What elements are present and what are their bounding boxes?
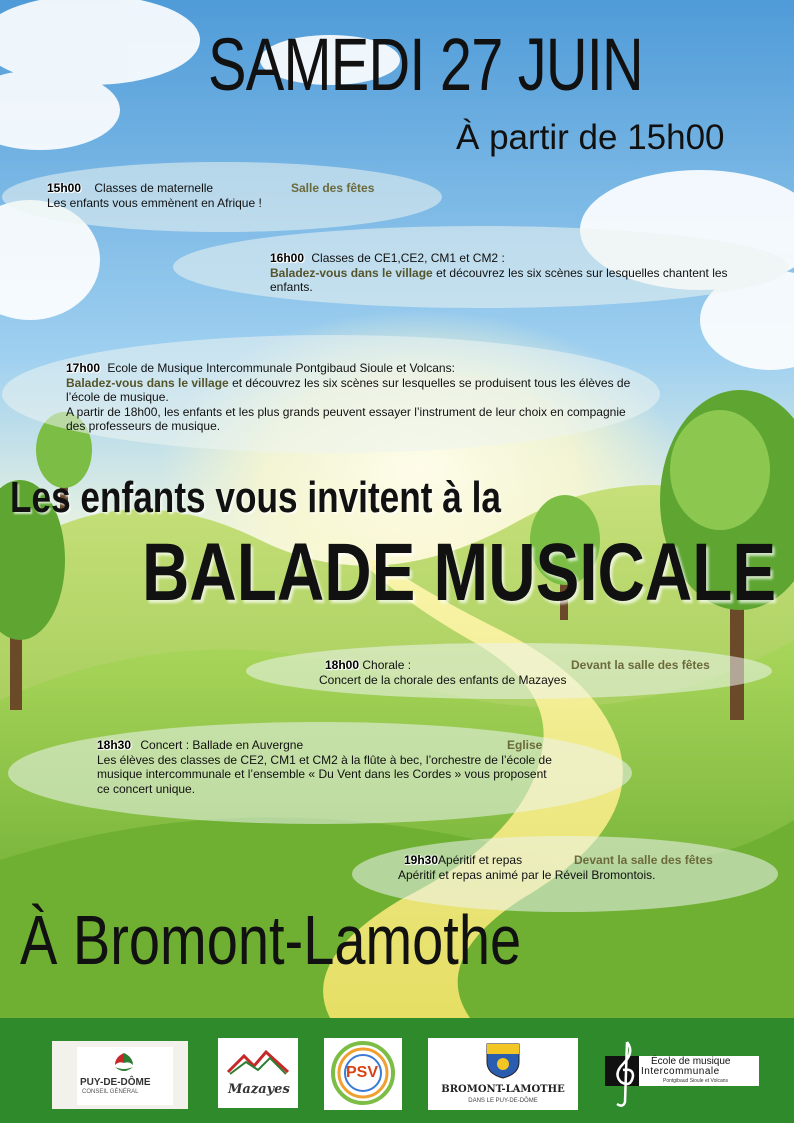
- event-title: Apéritif et repas: [438, 853, 523, 867]
- event-description: Les enfants vous emmènent en Afrique !: [47, 195, 262, 210]
- mazayes-mountain-icon: [226, 1048, 290, 1076]
- psv-logo: [324, 1038, 402, 1110]
- location: À Bromont-Lamothe: [20, 901, 522, 979]
- event-title: Classes de CE1,CE2, CM1 et CM2 :: [311, 251, 505, 265]
- event-time: 16h00: [270, 251, 305, 265]
- puy-de-dome-icon: [109, 1051, 139, 1075]
- event-title: Classes de maternelle: [94, 181, 214, 195]
- bromont-logo-sub: DANS LE PUY-DE-DÔME: [468, 1098, 538, 1104]
- event-venue: Devant la salle des fêtes: [571, 658, 710, 672]
- event-17h00: [66, 361, 641, 434]
- event-venue: Eglise: [507, 738, 543, 752]
- event-18h00: [319, 658, 739, 687]
- puy-logo-name: PUY-DE-DÔME: [80, 1077, 151, 1088]
- ecole-logo-line3: Pontgibaud Sioule et Volcans: [663, 1078, 729, 1084]
- event-18h30: [97, 738, 552, 796]
- coat-of-arms-icon: [483, 1042, 523, 1080]
- bromont-lamothe-logo: [428, 1038, 578, 1110]
- invitation-line: Les enfants vous invitent à la: [10, 473, 501, 522]
- village-link: Baladez-vous dans le village: [66, 375, 229, 390]
- event-time: 17h00: [66, 361, 101, 375]
- event-19h30: [398, 853, 768, 882]
- event-title: Chorale :: [362, 658, 412, 672]
- event-time: 19h30: [404, 853, 439, 867]
- ecole-musique-logo: [605, 1038, 765, 1108]
- puy-de-dome-logo: [52, 1041, 188, 1109]
- event-description: Concert de la chorale des enfants de Mazayes: [319, 672, 567, 687]
- event-extra: A partir de 18h00, les enfants et les plus grands peuvent essayer l’instrument de leur choix en compagnie des professeurs de musique.: [66, 404, 626, 433]
- event-venue: Salle des fêtes: [291, 181, 375, 195]
- sponsor-footer: [0, 1018, 794, 1123]
- event-15h00: [47, 181, 427, 210]
- event-description: Apéritif et repas animé par le Réveil Bromontois.: [398, 867, 656, 882]
- event-description: et découvrez les six scènes sur lesquelles se produisent tous les élèves de l’école de musique.: [66, 375, 631, 404]
- event-16h00: [270, 251, 765, 295]
- puy-logo-sub: CONSEIL GÉNÉRAL: [82, 1089, 139, 1095]
- mazayes-logo-text: Mazayes: [228, 1082, 290, 1097]
- mazayes-logo: [218, 1038, 298, 1108]
- bromont-logo-name: BROMONT-LAMOTHE: [441, 1084, 565, 1095]
- village-link: Baladez-vous dans le village: [270, 265, 433, 280]
- start-time: À partir de 15h00: [456, 118, 725, 157]
- event-title: Ecole de Musique Intercommunale Pontgibaud Sioule et Volcans:: [107, 361, 455, 375]
- event-description: et découvrez les six scènes sur lesquelles chantent les enfants.: [270, 265, 728, 294]
- ecole-logo-line1: École de musique: [651, 1056, 731, 1067]
- event-venue: Devant la salle des fêtes: [574, 853, 713, 867]
- event-time: 18h30: [97, 738, 132, 752]
- event-title: Concert : Ballade en Auvergne: [140, 738, 304, 752]
- event-description: Les élèves des classes de CE2, CM1 et CM2 à la flûte à bec, l’orchestre de l’école de musique intercommunale et l’ensemble « Du Vent dans les Cordes » vous proposent ce concert unique.: [97, 752, 552, 796]
- event-time: 15h00: [47, 181, 82, 195]
- psv-logo-text: PSV: [346, 1064, 379, 1081]
- event-time: 18h00: [325, 658, 360, 672]
- event-date: SAMEDI 27 JUIN: [208, 23, 643, 106]
- ecole-logo-line2: Intercommunale: [641, 1066, 720, 1077]
- event-name: BALADE MUSICALE: [142, 527, 777, 618]
